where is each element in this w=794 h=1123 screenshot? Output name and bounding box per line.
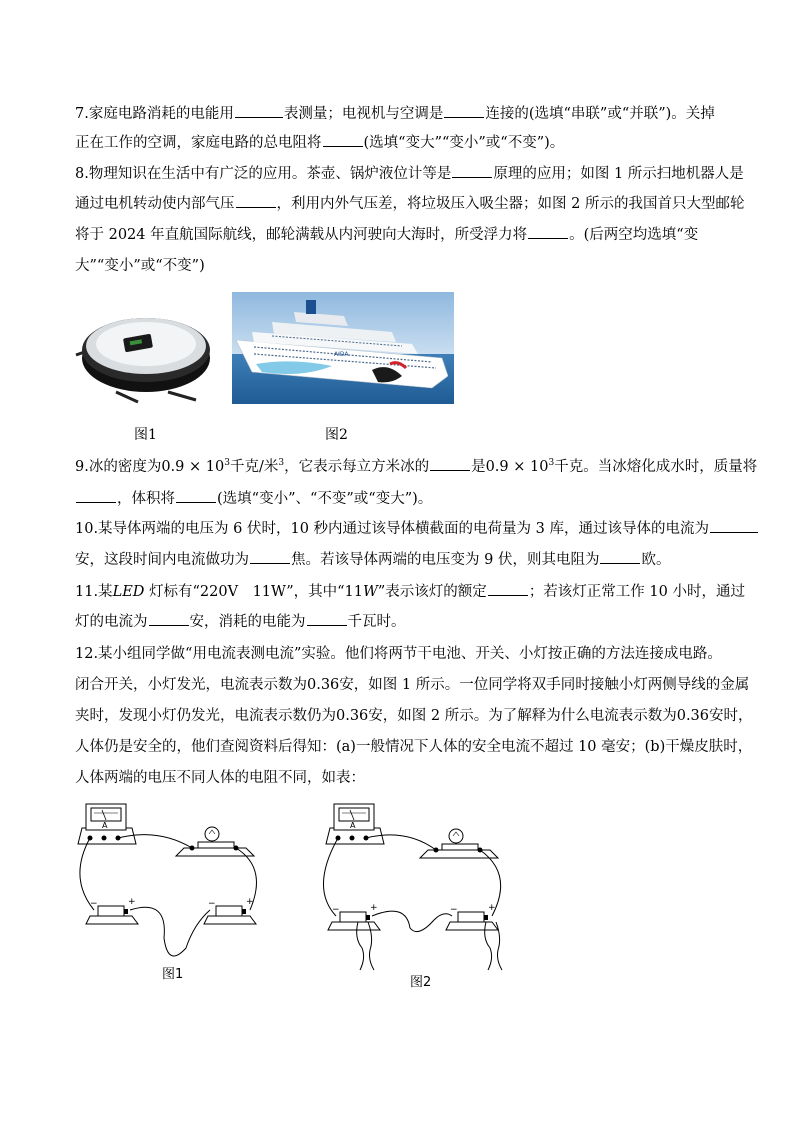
q8-line-1: 8.物理知识在生活中有广泛的应用。茶壶、锅炉液位计等是 原理的应用；如图 1 所示扫地机器人是 [75, 163, 744, 184]
fig1-caption: 图1 [134, 427, 157, 443]
wire [130, 907, 210, 956]
battery-2-cap [242, 909, 246, 914]
battery-holder-2 [204, 916, 256, 924]
q7-line-1: 7.家庭电路消耗的电能用 表测量；电视机与空调是 连接的(选填“串联”或“并联”)。关掉 [75, 103, 715, 124]
battery-2-minus: − [450, 905, 458, 915]
answer-blank[interactable] [149, 611, 189, 626]
lamp-bulb [205, 827, 219, 841]
lamp-holder [442, 844, 478, 850]
battery-1-cap [124, 909, 128, 914]
battery-2-minus: − [208, 899, 216, 909]
circuit-fig1-caption: 图1 [162, 967, 184, 982]
ammeter-label: A [102, 821, 108, 830]
q7-line-2: 正在工作的空调，家庭电路的总电阻将 (选填“变大”“变小”或“不变”)。 [75, 132, 564, 153]
answer-blank[interactable] [430, 456, 470, 471]
q12-line-3: 夹时，发现小灯仍发光，电流表示数仍为0.36安，如图 2 所示。为了解释为什么电流表示数为0.36安时， [75, 708, 753, 724]
battery-2 [216, 906, 242, 916]
cruise-ship-image [232, 292, 454, 404]
q12-line-1: 12.某小组同学做“用电流表测电流”实验。他们将两节干电池、开关、小灯按正确的方法连接成电路。 [75, 646, 722, 662]
ship-funnel [306, 300, 316, 314]
ship-name: AIDA [334, 351, 349, 358]
brush-right [168, 392, 196, 400]
ammeter-terminal [102, 836, 107, 841]
battery-holder-2 [446, 922, 498, 930]
q10-line-1: 10.某导体两端的电压为 6 伏时，10 秒内通过该导体横截面的电荷量为 3 库，通过该导体的电流为 [75, 518, 759, 539]
battery-1-cap [366, 915, 370, 920]
battery-2-plus: + [246, 897, 254, 907]
battery-2-plus: + [488, 903, 496, 913]
lamp-bulb [449, 829, 463, 843]
answer-blank[interactable] [444, 103, 484, 118]
battery-holder-1 [86, 916, 138, 924]
robot-vacuum-image [68, 300, 228, 410]
answer-blank[interactable] [307, 611, 347, 626]
q12-line-5: 人体两端的电压不同人体的电阻不同，如表： [75, 770, 365, 786]
battery-2-cap [484, 915, 488, 920]
q12-line-2: 闭合开关，小灯发光，电流表示数为0.36安，如图 1 所示。一位同学将双手同时接触小灯两侧导线的金属 [75, 677, 750, 693]
battery-1-plus: + [128, 897, 136, 907]
q12-line-4: 人体仍是安全的，他们查阅资料后得知：(a)一般情况下人体的安全电流不超过 10 毫安；(b)干燥皮肤时， [75, 739, 753, 755]
answer-blank[interactable] [250, 549, 290, 564]
circuit-figure-1 [68, 798, 278, 982]
answer-blank[interactable] [235, 103, 283, 118]
answer-blank[interactable] [323, 132, 363, 147]
wire [372, 911, 452, 931]
q9-line-2: ，体积将 (选填“变小”、“不变”或“变大”)。 [75, 488, 432, 509]
answer-blank[interactable] [176, 488, 216, 503]
battery-holder-1 [328, 922, 380, 930]
answer-blank[interactable] [600, 549, 640, 564]
battery-1 [340, 912, 366, 922]
answer-blank[interactable] [236, 193, 276, 208]
answer-blank[interactable] [452, 163, 492, 178]
battery-1 [98, 906, 124, 916]
q11-line-2: 灯的电流为 安，消耗的电能为 千瓦时。 [75, 611, 406, 632]
q8-line-4: 大”“变小”或“不变”) [75, 258, 205, 274]
ammeter-label: A [350, 821, 356, 830]
battery-1-minus: − [332, 905, 340, 915]
lamp-board [420, 850, 498, 858]
battery-2 [458, 912, 484, 922]
circuit-figure-2 [310, 798, 520, 988]
battery-1-plus: + [370, 903, 378, 913]
battery-1-minus: − [90, 899, 98, 909]
answer-blank[interactable] [528, 224, 568, 239]
lamp-holder [198, 842, 234, 848]
answer-blank[interactable] [488, 581, 528, 596]
q8-line-2: 通过电机转动使内部气压 ，利用内外气压差，将垃圾压入吸尘器；如图 2 所示的我国首只大型邮轮 [75, 193, 744, 214]
q9-line-1: 9.冰的密度为$0.9 \times 10^3$千克/米$^3$，它表示每立方米冰的 是$0.9 \times 10^3$千克。当冰熔化成水时，质量将 [75, 456, 757, 477]
answer-blank[interactable] [76, 488, 116, 503]
q10-line-2: 安，这段时间内电流做功为 焦。若该导体两端的电压变为 9 伏，则其电阻为 欧。 [75, 549, 670, 570]
ammeter-terminal [350, 836, 355, 841]
circuit-fig2-caption: 图2 [410, 975, 432, 990]
q11-line-1: 11.某LED 灯标有“220V 11W”，其中“11W”表示该灯的额定 ；若该灯正常工作 10 小时，通过 [75, 581, 745, 602]
answer-blank[interactable] [710, 518, 758, 533]
q8-line-3: 将于 2024 年直航国际航线，邮轮满载从内河驶向大海时，所受浮力将 。(后两空均选填“变 [75, 224, 698, 245]
brush-bottom [116, 392, 138, 402]
fig2-caption: 图2 [325, 427, 348, 443]
